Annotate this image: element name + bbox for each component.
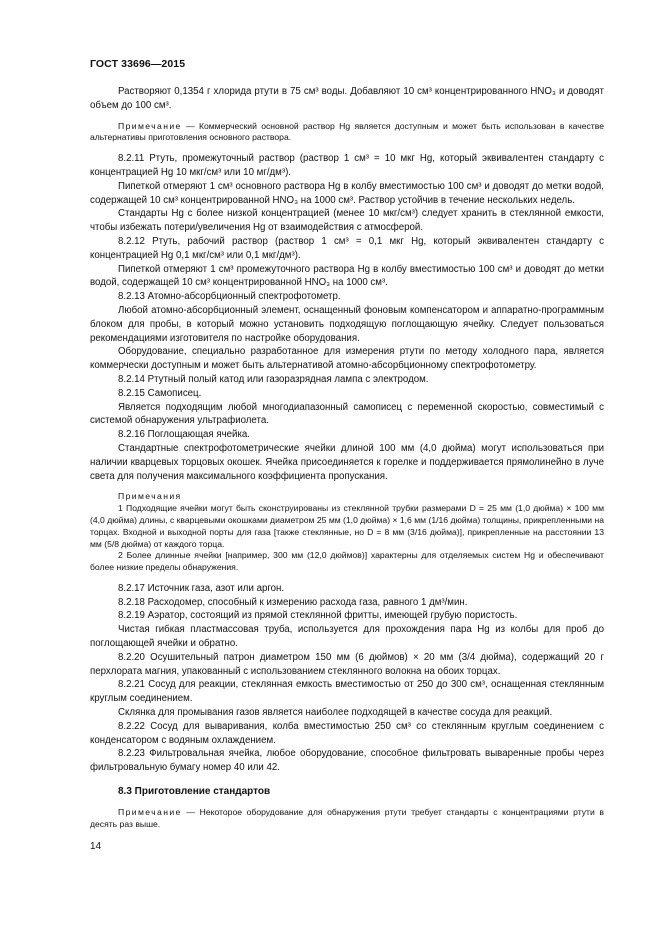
paragraph-8-2-14: 8.2.14 Ртутный полый катод или газоразрядная лампа с электродом. xyxy=(118,373,429,385)
paragraph-8-2-21: 8.2.21 Сосуд для реакции, стеклянная емкость вместимостью от 250 до 300 см³, оснащенная стеклянным круглым соединением. xyxy=(90,679,604,705)
paragraph-8-2-13-element: Любой атомно-абсорбционный элемент, оснащенный фоновым компенсатором и аппаратно-программным блоком для пробы, в который можно установить подходящую поглощающую ячейку. Следует пользоваться рекомендациями изготовителя по настройке оборудования. xyxy=(90,304,604,344)
standard-header: ГОСТ 33696—2015 xyxy=(90,58,186,70)
paragraph-8-2-17: 8.2.17 Источник газа, азот или аргон. xyxy=(118,582,285,594)
note-item-1: 1 Подходящие ячейки могут быть сконструированы из стеклянной трубки размерами D = 25 мм (1,0 дюйма) × 100 мм (4,0 дюйма) длины, с кварцевыми окошками диаметром 25 мм (1,0 дюйма) × 1,6 мм (1/16 дюйма) толщины, прикрепленными на торцах. Входной и выходной порты для газа [также стеклянные, но D = 8 мм (3/16 дюйма)], прикрепленные на расстоянии 13 мм (5/8 дюйма) от каждого торца. xyxy=(90,503,604,549)
note-item-2: 2 Более длинные ячейки [например, 300 мм (12,0 дюймов)] характерны для отделяемых систем Hg и обеспечивают более низкие пределы обнаружения. xyxy=(90,550,604,573)
note-label: Примечание xyxy=(118,806,182,817)
paragraph-8-2-15-recorder: Является подходящим любой многодиапазонный самописец с переменной скоростью, совместимый с системой обнаружения ультрафиолета. xyxy=(90,401,604,427)
paragraph-8-2-16: 8.2.16 Поглощающая ячейка. xyxy=(118,429,250,441)
paragraph-8-2-19: 8.2.19 Аэратор, состоящий из прямой стеклянной фритты, имеющей грубую пористость. xyxy=(118,610,518,622)
paragraph-8-2-11-storage: Стандарты Hg с более низкой концентрацией (менее 10 мкг/см³) следует хранить в стеклянной емкости, чтобы избежать потери/увеличения Hg от взаимодействия с атмосферой. xyxy=(90,208,604,234)
paragraph-8-2-23: 8.2.23 Фильтровальная ячейка, любое оборудование, способное фильтровать вываренные пробы через фильтровальную бумагу номер 40 или 42. xyxy=(90,748,604,774)
note-standards xyxy=(90,807,604,831)
note-commercial-solution xyxy=(90,121,604,145)
paragraph-8-2-19-tube: Чистая гибкая пластмассовая труба, используется для прохождения пара Hg из колбы для проб до поглощающей ячейки и обратно. xyxy=(90,624,604,650)
page-number: 14 xyxy=(90,841,102,852)
paragraph-8-2-13-equipment: Оборудование, специально разработанное для измерения ртути по методу холодного пара, является коммерчески доступным и может быть альтернативой атомно-абсорбционному спектрофотометру. xyxy=(90,346,604,372)
paragraph-8-2-16-cells: Стандартные спектрофотометрические ячейки длиной 100 мм (4,0 дюйма) могут использоваться при наличии кварцевых торцовых окошек. Ячейка присоединяется к горелке и поддерживается прямолинейно в луче света для получения максимального коэффициента пропускания. xyxy=(90,442,604,482)
section-heading-8-3: 8.3 Приготовление стандартов xyxy=(118,786,271,798)
paragraph-8-2-11: 8.2.11 Ртуть, промежуточный раствор (раствор 1 см³ = 10 мкг Hg, который эквивалентен стандарту с концентрацией Hg 10 мкг/см³ или 10 мг/дм³). xyxy=(90,153,604,178)
paragraph-8-2-21-flask: Склянка для промывания газов является наиболее подходящей в качестве сосуда для реакций. xyxy=(118,707,553,719)
note-text: — Некоторое оборудование для обнаружения ртути требует стандарты с концентрациями ртути в десять раз выше. xyxy=(90,806,604,829)
paragraph-8-2-20: 8.2.20 Осушительный патрон диаметром 150 мм (6 дюймов) × 20 мм (3/4 дюйма), содержащий 20 г перхлората магния, упакованный с использованием стеклянного волокна на обоих торцах. xyxy=(90,651,604,677)
paragraph-8-2-13: 8.2.13 Атомно-абсорбционный спектрофотометр. xyxy=(118,291,341,303)
note-text: — Коммерческий основной раствор Hg является доступным и может быть использован в качестве альтернативы приготовления основного раствора. xyxy=(90,120,604,143)
notes-label: Примечания xyxy=(118,491,182,502)
paragraph-8-2-11-pipette: Пипеткой отмеряют 1 см³ основного раствора Hg в колбу вместимостью 100 см³ и доводят до метки водой, содержащей 10 см³ концентрированной HNO₃ на 1000 см³. Раствор устойчив в течение нескольких недель. xyxy=(90,180,604,206)
page-body xyxy=(90,85,604,830)
paragraph-8-2-18: 8.2.18 Расходомер, способный к измерению расхода газа, равного 1 дм³/мин. xyxy=(118,596,468,608)
paragraph-8-2-22: 8.2.22 Сосуд для вываривания, колба вместимостью 250 см³ со стеклянным круглым соединением с конденсатором с водяным охлаждением. xyxy=(90,720,604,746)
note-label: Примечание xyxy=(118,120,182,131)
paragraph-intro: Растворяют 0,1354 г хлорида ртути в 75 см³ воды. Добавляют 10 см³ концентрированного HNO₃ и доводят объем до 100 см³. xyxy=(90,86,604,111)
paragraph-8-2-12-pipette: Пипеткой отмеряют 1 см³ промежуточного раствора Hg в колбу вместимостью 100 см³ и доводят до метки водой, содержащей 10 см³ концентрированной HNO₃ на 1000 см³. xyxy=(90,263,604,289)
paragraph-8-2-15: 8.2.15 Самописец. xyxy=(118,387,202,399)
paragraph-8-2-12: 8.2.12 Ртуть, рабочий раствор (раствор 1 см³ = 0,1 мкг Hg, который эквивалентен стандарту с концентрацией Hg 0,1 мкг/см³ или 0,1 мкг/дм³). xyxy=(90,235,604,261)
